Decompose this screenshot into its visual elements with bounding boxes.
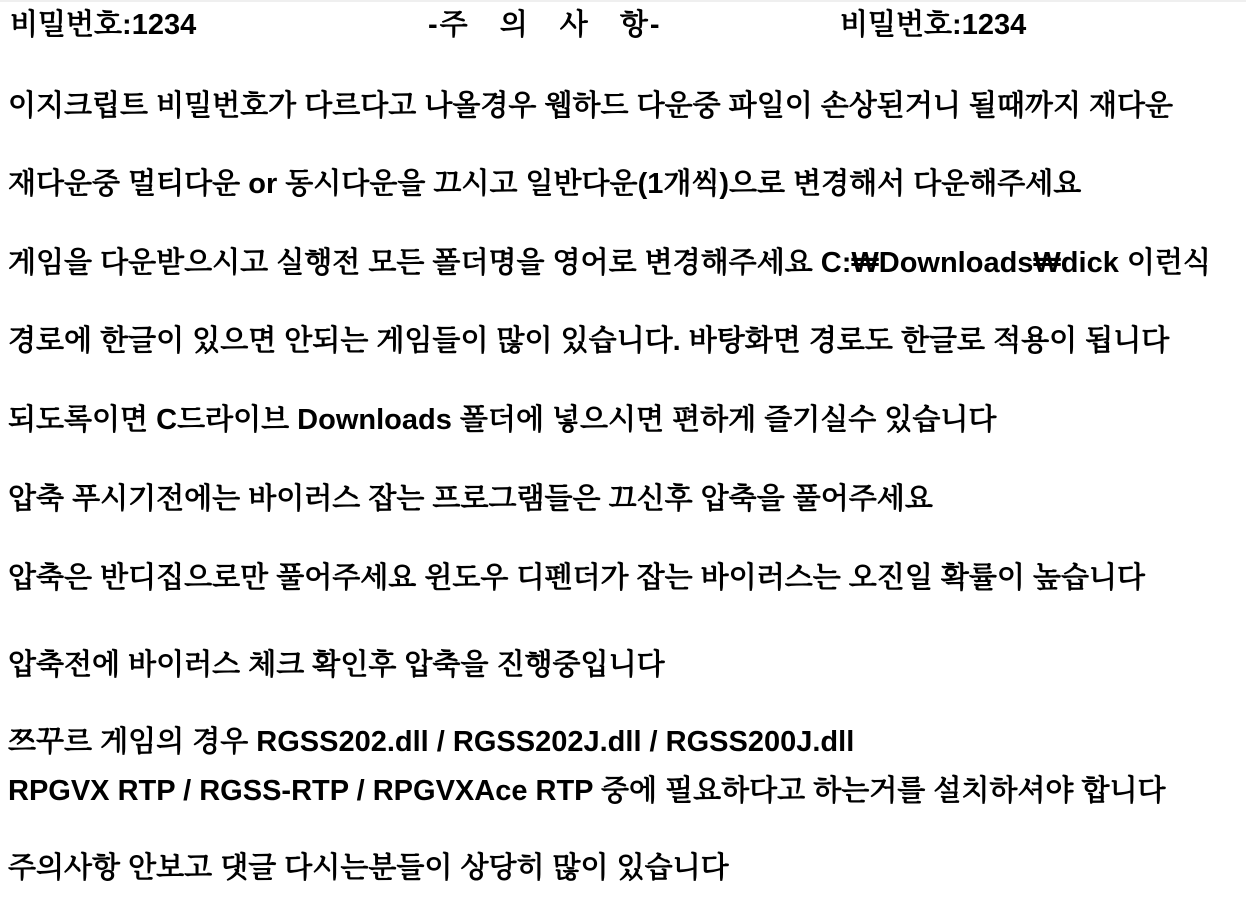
notice-line-read-warning: 주의사항 안보고 댓글 다시는분들이 상당히 많이 있습니다 [8, 852, 729, 884]
notice-line-bandizip: 압축은 반디집으로만 풀어주세요 윈도우 디펜더가 잡는 바이러스는 오진일 확률이 높습니다 [8, 562, 1146, 594]
notice-line-rtp-install: RPGVX RTP / RGSS-RTP / RPGVXAce RTP 중에 필요하다고 하는거를 설치하셔야 합니다 [8, 775, 1166, 807]
password-label-right: 비밀번호:1234 [840, 9, 1027, 41]
notice-line-cdrive: 되도록이면 C드라이브 Downloads 폴더에 넣으시면 편하게 즐기실수 있습니다 [8, 404, 997, 436]
notice-line-virus-check: 압축전에 바이러스 체크 확인후 압축을 진행중입니다 [8, 649, 665, 681]
notice-line-redownload: 이지크립트 비밀번호가 다르다고 나올경우 웹하드 다운중 파일이 손상된거니 될때까지 재다운 [8, 90, 1174, 122]
notice-line-multidownload: 재다운중 멀티다운 or 동시다운을 끄시고 일반다운(1개씩)으로 변경해서 다운해주세요 [8, 168, 1082, 200]
notice-line-rgss-dll: 쯔꾸르 게임의 경우 RGSS202.dll / RGSS202J.dll / RGSS200J.dll [8, 726, 855, 758]
page-title: -주 의 사 항- [428, 9, 662, 41]
notice-line-foldername: 게임을 다운받으시고 실행전 모든 폴더명을 영어로 변경해주세요 C:₩Downloads₩dick 이런식 [8, 247, 1211, 279]
notice-line-antivirus-off: 압축 푸시기전에는 바이러스 잡는 프로그램들은 끄신후 압축을 풀어주세요 [8, 483, 933, 515]
notice-line-korean-path: 경로에 한글이 있으면 안되는 게임들이 많이 있습니다. 바탕화면 경로도 한글로 적용이 됩니다 [8, 325, 1170, 357]
password-label-left: 비밀번호:1234 [10, 9, 197, 41]
